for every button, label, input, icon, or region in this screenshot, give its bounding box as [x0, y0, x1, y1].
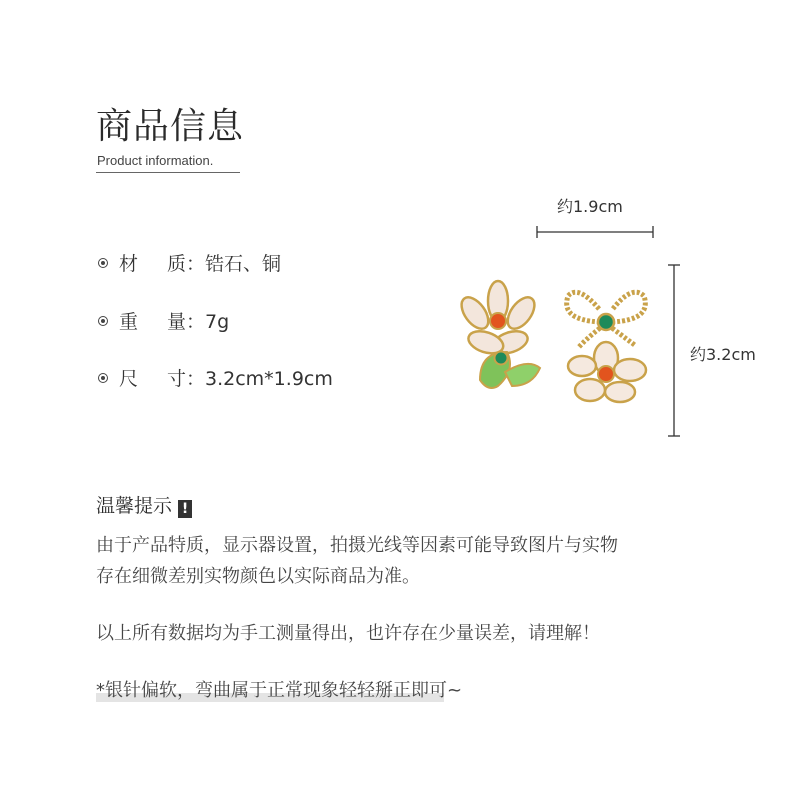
height-dimension-label: 约3.2cm — [690, 345, 756, 364]
emerald-stone — [598, 314, 614, 330]
height-dimension-line — [668, 265, 680, 436]
spec-label: 尺 — [119, 368, 139, 390]
ruby-stone — [490, 313, 506, 329]
spec-value: 7g — [205, 311, 230, 333]
leaf-charm — [480, 352, 540, 389]
notice-paragraph-2: 以上所有数据均为手工测量得出，也许存在少量误差，请理解！ — [96, 623, 600, 644]
notice-line: 存在细微差别实物颜色以实际商品为准。 — [96, 566, 420, 587]
notice-line: 由于产品特质，显示器设置，拍摄光线等因素可能导致图片与实物 — [96, 535, 618, 556]
page-subtitle: Product information. — [97, 153, 214, 168]
spec-label: 重 — [119, 311, 139, 333]
notice-title-text: 温馨提示 — [96, 495, 173, 517]
notice-note: *银针偏软，弯曲属于正常现象轻轻掰正即可~ — [96, 680, 463, 701]
spec-label-tail: 寸： — [167, 368, 206, 390]
width-dimension-line — [537, 226, 653, 238]
ruby-stone — [598, 366, 614, 382]
spec-label: 材 — [119, 253, 139, 275]
spec-value: 3.2cm*1.9cm — [205, 368, 333, 390]
page-title: 商品信息 — [96, 106, 245, 147]
spec-value: 锆石、铜 — [205, 253, 282, 275]
right-earring-image — [567, 292, 646, 402]
left-earring-image — [456, 281, 540, 388]
spec-label-tail: 质： — [167, 253, 206, 275]
exclamation-icon: ! — [178, 500, 192, 518]
width-dimension-label: 约1.9cm — [557, 197, 623, 216]
notice-paragraph-1 — [96, 530, 618, 592]
notice-title — [96, 491, 192, 518]
spec-label-tail: 量： — [167, 311, 206, 333]
